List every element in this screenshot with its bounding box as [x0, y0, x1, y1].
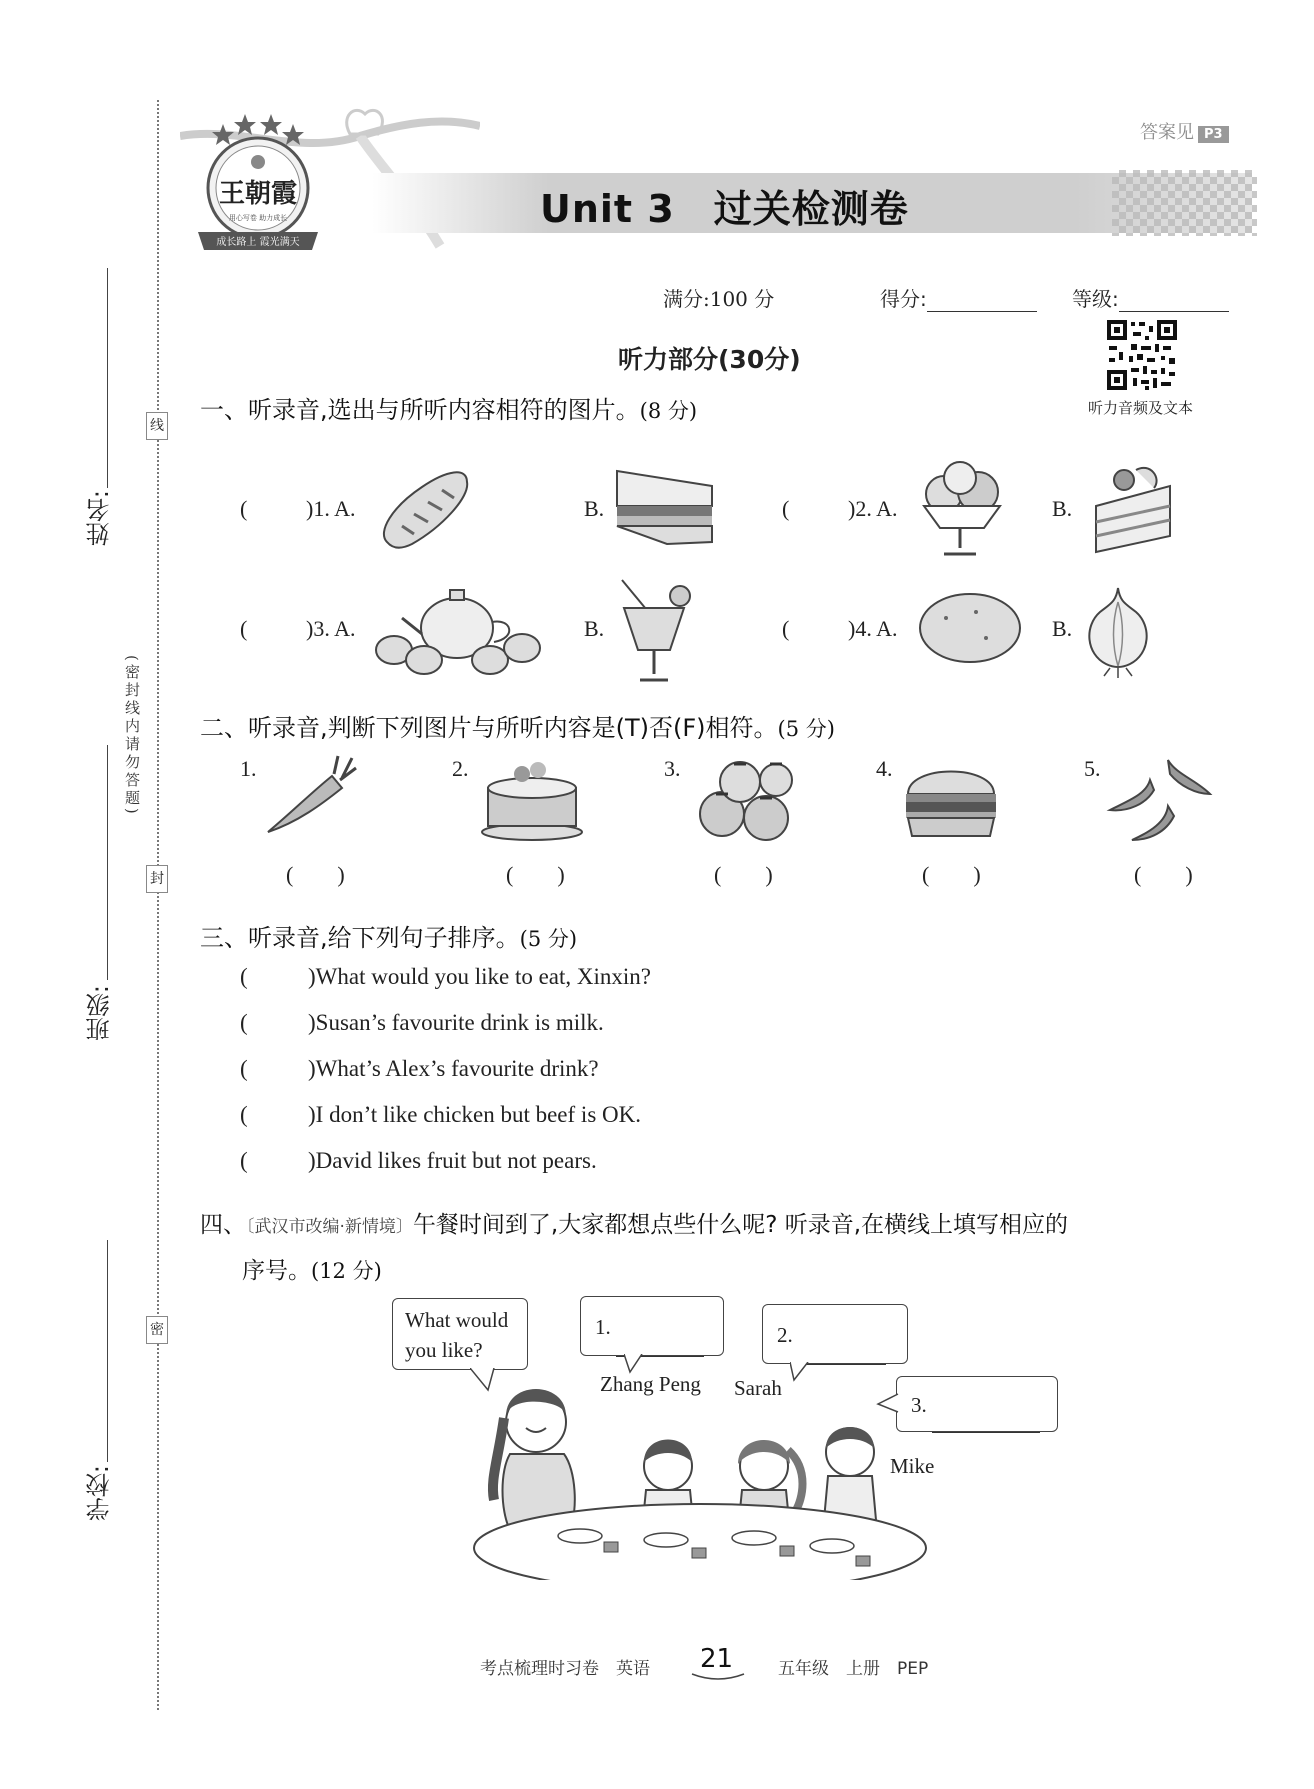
seal-dotted-line [157, 100, 159, 1710]
brand-logo [190, 110, 330, 260]
name-zhang-peng: Zhang Peng [600, 1372, 701, 1396]
tomato-icon [694, 752, 796, 848]
school-label: 学校: [86, 1465, 114, 1522]
q1-title: 一、听录音,选出与所听内容相符的图片。(8 分) [200, 396, 698, 424]
qr-caption: 听力音频及文本 [1088, 399, 1194, 417]
class-field[interactable] [107, 745, 108, 980]
seal-word-feng: 封 [146, 865, 168, 893]
svg-text:王朝霞: 王朝霞 [218, 179, 298, 209]
q3-sentence: ( )Susan’s favourite drink is milk. [240, 1010, 604, 1035]
q2-answer-paren[interactable]: ( ) [714, 862, 773, 887]
answer-bubble-2: 2. [762, 1304, 908, 1364]
q3-sentence: ( )What would you like to eat, Xinxin? [240, 964, 652, 989]
q3-answer-paren[interactable]: ( [240, 1056, 248, 1081]
juice-icon [614, 576, 698, 686]
lunch-table-scene [470, 1370, 930, 1580]
q1-answer-paren[interactable]: ( [240, 496, 248, 521]
answer-reference: 答案见 P3 [1140, 118, 1229, 144]
name-sarah: Sarah [734, 1376, 782, 1400]
q2-title: 二、听录音,判断下列图片与所听内容是(T)否(F)相符。(5 分) [200, 714, 835, 742]
tea-icon [372, 578, 542, 678]
bread-icon [372, 462, 472, 558]
q3-answer-paren[interactable]: ( [240, 964, 248, 989]
page-number: 21 [700, 1644, 734, 1674]
q1-item-2-b-label: B. [1052, 496, 1073, 521]
hamburger-icon [902, 754, 1000, 844]
q2-item-2-number: 2. [452, 756, 469, 781]
carrot-icon [262, 752, 358, 838]
q1-answer-paren[interactable]: ( [782, 616, 790, 641]
potato-icon [916, 588, 1024, 668]
q4-title: 四、〔武汉市改编·新情境〕午餐时间到了,大家都想点些什么呢? 听录音,在横线上填写相应的 [200, 1212, 1069, 1238]
q2-item-4-number: 4. [876, 756, 893, 781]
q2-item-3-number: 3. [664, 756, 681, 781]
school-field[interactable] [107, 1240, 108, 1462]
q3-sentence: ( )What’s Alex’s favourite drink? [240, 1056, 599, 1081]
q1-item-4-number: )4. A. [848, 616, 898, 641]
answer-page-badge: P3 [1198, 126, 1229, 143]
q1-item-3-number: )3. A. [306, 616, 356, 641]
class-label: 班级: [86, 985, 114, 1042]
svg-text:用心写卷 助力成长: 用心写卷 助力成长 [228, 214, 288, 222]
green-pepper-icon [1106, 754, 1218, 846]
score-label: 得分: [880, 283, 1037, 312]
answer-bubble-1: 1. [580, 1296, 724, 1356]
q4-title-cont: 序号。(12 分) [242, 1258, 382, 1284]
answer-bubble-3: 3. [896, 1376, 1058, 1432]
q1-item-1-number: )1. A. [306, 496, 356, 521]
q3-title: 三、听录音,给下列句子排序。(5 分) [200, 924, 578, 952]
onion-icon [1078, 582, 1158, 678]
cake-icon [1090, 456, 1176, 558]
ice-cream-icon [914, 456, 1010, 560]
q3-answer-paren[interactable]: ( [240, 1102, 248, 1127]
q1-answer-paren[interactable]: ( [782, 496, 790, 521]
grade-label: 等级: [1072, 283, 1229, 312]
source-tag: 〔武汉市改编·新情境〕 [246, 1217, 413, 1237]
qr-code-icon[interactable] [1105, 318, 1179, 392]
page-number-underline [690, 1672, 746, 1684]
q3-answer-paren[interactable]: ( [240, 1148, 248, 1173]
q2-item-5-number: 5. [1084, 756, 1101, 781]
page-title: Unit 3 过关检测卷 [540, 187, 909, 231]
footer-right: 五年级 上册 PEP [778, 1659, 929, 1679]
name-mike: Mike [890, 1454, 935, 1478]
q1-answer-paren[interactable]: ( [240, 616, 248, 641]
q2-answer-paren[interactable]: ( ) [286, 862, 345, 887]
q2-item-1-number: 1. [240, 756, 257, 781]
question-bubble: What would you like? [392, 1298, 528, 1370]
teacher-figure [493, 1389, 575, 1530]
section-header: 听力部分(30分) [618, 345, 801, 374]
footer-left: 考点梳理时习卷 英语 [480, 1659, 650, 1679]
cake-icon [478, 752, 586, 844]
answer-blank-3[interactable] [932, 1418, 1040, 1433]
name-label: 姓名: [86, 490, 114, 547]
seal-note: (密封线内请勿答题) [123, 655, 141, 817]
score-blank[interactable] [927, 289, 1037, 312]
full-score: 满分:100 分 [663, 287, 775, 311]
q2-answer-paren[interactable]: ( ) [1134, 862, 1193, 887]
q1-item-3-b-label: B. [584, 616, 605, 641]
q3-sentence: ( )I don’t like chicken but beef is OK. [240, 1102, 641, 1127]
name-field[interactable] [107, 268, 108, 488]
q1-item-1-b-label: B. [584, 496, 605, 521]
q2-answer-paren[interactable]: ( ) [506, 862, 565, 887]
mike-figure [824, 1427, 876, 1520]
grade-blank[interactable] [1119, 289, 1229, 312]
q1-item-2-number: )2. A. [848, 496, 898, 521]
seal-word-xian: 线 [146, 412, 168, 440]
checker-decoration [1112, 170, 1257, 236]
q3-answer-paren[interactable]: ( [240, 1010, 248, 1035]
q1-item-4-b-label: B. [1052, 616, 1073, 641]
svg-text:成长路上 霞光满天: 成长路上 霞光满天 [216, 237, 300, 248]
q2-answer-paren[interactable]: ( ) [922, 862, 981, 887]
sandwich-icon [612, 466, 722, 548]
q3-sentence: ( )David likes fruit but not pears. [240, 1148, 597, 1173]
seal-word-mi: 密 [146, 1316, 168, 1344]
